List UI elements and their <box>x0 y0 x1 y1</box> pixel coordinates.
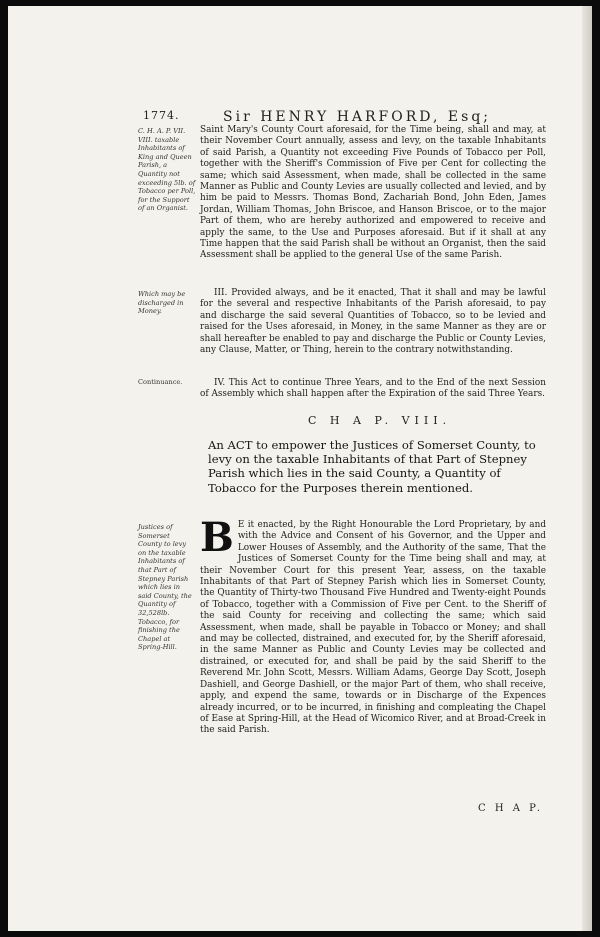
section-text: IV. This Act to continue Three Years, and to the End of the next Session of Assembly which shall happen after the Expiration of the said Three Years. <box>200 378 546 400</box>
catchword: C H A P. <box>478 803 544 814</box>
section-somerset-levy <box>200 514 546 737</box>
running-head-title: Sir HENRY HARFORD, Esq; <box>223 109 491 125</box>
margin-note-continuance: Continuance. <box>138 378 183 386</box>
enacting-text: E it enacted, by the Right Honourable the Lord Proprietary, by and with the Advice and Consent of his Governor, and the Upper and Lower Houses of Assembly, and the Authority of the same, That the Justices of Somerset County for the Time being shall and may, at their November Court for this present Year, assess, on the taxable Inhabitants of that Part of Stepney Parish which lies in Somerset County, the Quantity of Thirty-two Thousand Five Hundred and Twenty-eight Pounds of Tobacco, together with a Commission of Five per Cent. to the Sheriff of the said County for receiving and collecting the same; which said Assessment, when made, shall be payable in Tobacco or Money; and shall and may be collected, distrained, and executed for, by the Sheriff aforesaid, in the same Manner as Public and County Levies may be collected and distrained, or executed for, and shall be paid by the said Sheriff to the Reverend Mr. John Scott, Messrs. William Adams, George Day Scott, Joseph Dashiell, and George Dashiell, or the major Part of them, who shall receive, apply, and expend the same, towards or in Discharge of the Expences already incurred, or to be incurred, in finishing and compleating the Chapel of Ease at Spring-Hill, at the Head of Wicomico River, and at Broad-Creek in the said Parish. <box>200 520 546 736</box>
document-page <box>8 6 592 931</box>
page-year: 1774. <box>143 109 180 122</box>
margin-note-somerset: Justices of Somerset County to levy on the taxable Inhabitants of that Part of Stepney Parish which lies in said County, the Quantity of 32,528lb. Tobacco, for finishing the Chapel at Spring-Hill. <box>138 523 192 652</box>
drop-cap: B <box>200 514 234 561</box>
section-payment-in-money <box>200 288 546 356</box>
chapter-heading: C H A P. VIII. <box>308 414 452 427</box>
section-organist-levy <box>200 125 546 262</box>
page-edge <box>582 6 592 931</box>
margin-note-organist: C. H. A. P. VII. VIII. taxable Inhabitants of King and Queen Parish, a Quantity not exceeding 5lb. of Tobacco per Poll, for the Support of an Organist. <box>138 127 196 213</box>
section-continuance <box>200 378 546 401</box>
margin-note-money: Which may be discharged in Money. <box>138 290 186 316</box>
section-text <box>200 514 546 737</box>
section-text: Saint Mary's County Court aforesaid, for the Time being, shall and may, at their November Court annually, assess and levy, on the taxable Inhabitants of said Parish, a Quantity not exceeding Five Pounds of Tobacco per Poll, together with the Sheriff's Commission of Five per Cent for collecting the same; which said Assessment, when made, shall be collected in the same Manner as Public and County Levies are usually collected and levied, and by him be paid to Messrs. Thomas Bond, Zachariah Bond, John Eden, James Jordan, William Thomas, John Briscoe, and Hanson Briscoe, or to the major Part of them, who are hereby authorized and empowered to receive and apply the same, to the Use and Purposes aforesaid. But if it shall at any Time happen that the said Parish shall be without an Organist, then the said Assessment shall be applied to the general Use of the same Parish. <box>200 125 546 261</box>
section-text: III. Provided always, and be it enacted, That it shall and may be lawful for the several and respective Inhabitants of the Parish aforesaid, to pay and discharge the said several Quantities of Tobacco, so to be levied and raised for the Uses aforesaid, in Money, in the same Manner as they are or shall hereafter be enabled to pay and discharge the Public or County Levies, any Clause, Matter, or Thing, herein to the contrary notwithstanding. <box>200 288 546 356</box>
act-title: An ACT to empower the Justices of Somerset County, to levy on the taxable Inhabitants of that Part of Stepney Parish which lies in the said County, a Quantity of Tobacco for the Purposes therein mentioned. <box>208 438 536 495</box>
